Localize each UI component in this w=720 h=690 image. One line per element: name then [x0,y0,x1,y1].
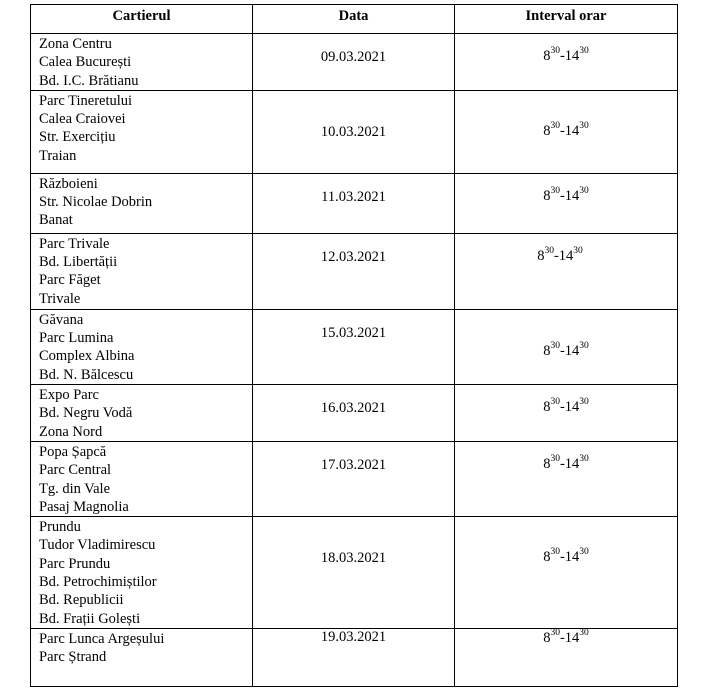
area-line: Parc Făget [39,272,101,289]
interval-text [455,34,677,65]
interval-dash: - [559,342,565,359]
start-hour: 8 [543,629,551,646]
area-line: Tg. din Vale [39,480,111,497]
interval-dash: - [559,47,565,64]
end-hour: 14 [564,629,580,646]
table-row [31,173,678,233]
date-cell [253,233,455,309]
interval-text [443,234,677,265]
date-cell [253,385,455,442]
area-line: Găvana [39,311,84,328]
area-line: Traian [39,147,77,164]
end-minute: 30 [579,627,589,638]
end-hour: 14 [564,47,580,64]
interval-cell [455,309,678,384]
area-line: Complex Albina [39,348,135,365]
end-hour: 14 [558,247,574,264]
end-hour: 14 [564,455,580,472]
table-body [31,34,678,687]
end-hour: 14 [564,342,580,359]
end-hour: 14 [564,398,580,415]
interval-text [455,629,677,647]
area-line: Parc Lunca Argeșului [39,630,165,647]
date-cell [253,34,455,91]
start-minute: 30 [550,46,560,56]
area-line: Parc Prundu [39,555,111,572]
interval-text [455,91,677,140]
header-data: Data [253,5,455,34]
start-hour: 8 [537,247,545,264]
area-line: Parc Lumina [39,330,114,347]
interval-dash: - [559,187,565,204]
area-line: Bd. Frații Golești [39,610,141,627]
interval-cell [455,628,678,686]
interval-cell [455,517,678,629]
area-line: Bd. Petrochimiștilor [39,574,157,591]
area-line: Expo Parc [39,387,99,404]
header-interval-orar: Interval orar [455,5,678,34]
table-row [31,233,678,309]
end-minute: 30 [579,397,589,408]
area-line: Popa Șapcă [39,443,107,460]
interval-cell [455,34,678,91]
cartier-cell [31,441,253,516]
end-minute: 30 [573,245,583,256]
schedule-table [30,4,678,687]
interval-text [455,310,677,360]
area-line: Bd. I.C. Brătianu [39,72,139,89]
date-cell [253,90,455,173]
date-text: 12.03.2021 [320,248,387,265]
date-text: 15.03.2021 [320,324,387,341]
start-minute: 30 [550,120,560,131]
interval-dash: - [553,247,559,264]
table-row [31,385,678,442]
area-line: Bd. Negru Vodă [39,405,133,422]
cartier-cell [31,309,253,384]
cartier-cell [31,173,253,233]
end-minute: 30 [579,120,589,131]
cartier-cell [31,233,253,309]
date-text: 09.03.2021 [320,49,387,65]
interval-dash: - [559,398,565,415]
area-line: Parc Ștrand [39,649,107,666]
interval-text [455,442,677,473]
interval-dash: - [559,455,565,472]
interval-dash: - [559,548,565,565]
area-line: Parc Tineretului [39,92,133,109]
start-hour: 8 [543,122,551,139]
interval-text [455,517,677,566]
area-line: Bd. Republicii [39,592,124,609]
interval-text [455,385,677,416]
start-minute: 30 [550,453,560,464]
cartier-cell [31,628,253,686]
end-hour: 14 [564,187,580,204]
interval-dash: - [559,122,565,139]
cartier-cell [31,90,253,173]
cartier-cell [31,34,253,91]
start-hour: 8 [543,187,551,204]
table-row [31,34,678,91]
end-hour: 14 [564,122,580,139]
end-minute: 30 [579,547,589,558]
date-cell [253,309,455,384]
date-cell [253,441,455,516]
end-minute: 30 [579,46,589,56]
table-row [31,628,678,686]
start-hour: 8 [543,342,551,359]
interval-cell [455,173,678,233]
date-text: 11.03.2021 [321,188,386,205]
area-line: Trivale [39,290,81,307]
cartier-cell [31,385,253,442]
end-minute: 30 [579,453,589,464]
area-line: Pasaj Magnolia [39,498,129,515]
start-minute: 30 [550,340,560,351]
date-cell [253,517,455,629]
area-line: Calea Craiovei [39,111,126,128]
start-minute: 30 [550,627,560,638]
interval-cell [455,90,678,173]
start-minute: 30 [550,397,560,408]
interval-cell [455,385,678,442]
table-row [31,90,678,173]
date-text: 17.03.2021 [320,456,387,473]
area-line: Zona Centru [39,36,112,52]
area-line: Str. Nicolae Dobrin [39,194,153,211]
start-hour: 8 [543,455,551,472]
interval-cell [455,233,678,309]
date-cell [253,628,455,686]
start-minute: 30 [550,185,560,196]
area-line: Prundu [39,519,81,536]
start-hour: 8 [543,548,551,565]
header-row [31,5,678,34]
area-line: Banat [39,212,73,229]
area-line: Calea București [39,54,132,71]
date-text: 10.03.2021 [320,123,387,140]
date-cell [253,173,455,233]
header-cartierul: Cartierul [31,5,253,34]
area-line: Parc Trivale [39,235,110,252]
area-line: Războieni [39,175,98,192]
interval-dash: - [559,629,565,646]
start-hour: 8 [543,398,551,415]
start-hour: 8 [543,47,551,64]
area-line: Bd. N. Bălcescu [39,366,134,383]
area-line: Zona Nord [39,423,103,440]
end-minute: 30 [579,340,589,351]
end-hour: 14 [564,548,580,565]
table-row [31,441,678,516]
date-text: 18.03.2021 [320,550,387,567]
area-line: Bd. Libertății [39,254,118,271]
area-line: Parc Central [39,462,112,479]
table-row [31,517,678,629]
interval-cell [455,441,678,516]
start-minute: 30 [550,547,560,558]
interval-text [455,174,677,205]
area-line: Str. Exercițiu [39,129,116,146]
table-row [31,309,678,384]
area-line: Tudor Vladimirescu [39,537,156,554]
start-minute: 30 [544,245,554,256]
date-text: 16.03.2021 [320,400,387,417]
end-minute: 30 [579,185,589,196]
date-text: 19.03.2021 [320,628,387,645]
cartier-cell [31,517,253,629]
